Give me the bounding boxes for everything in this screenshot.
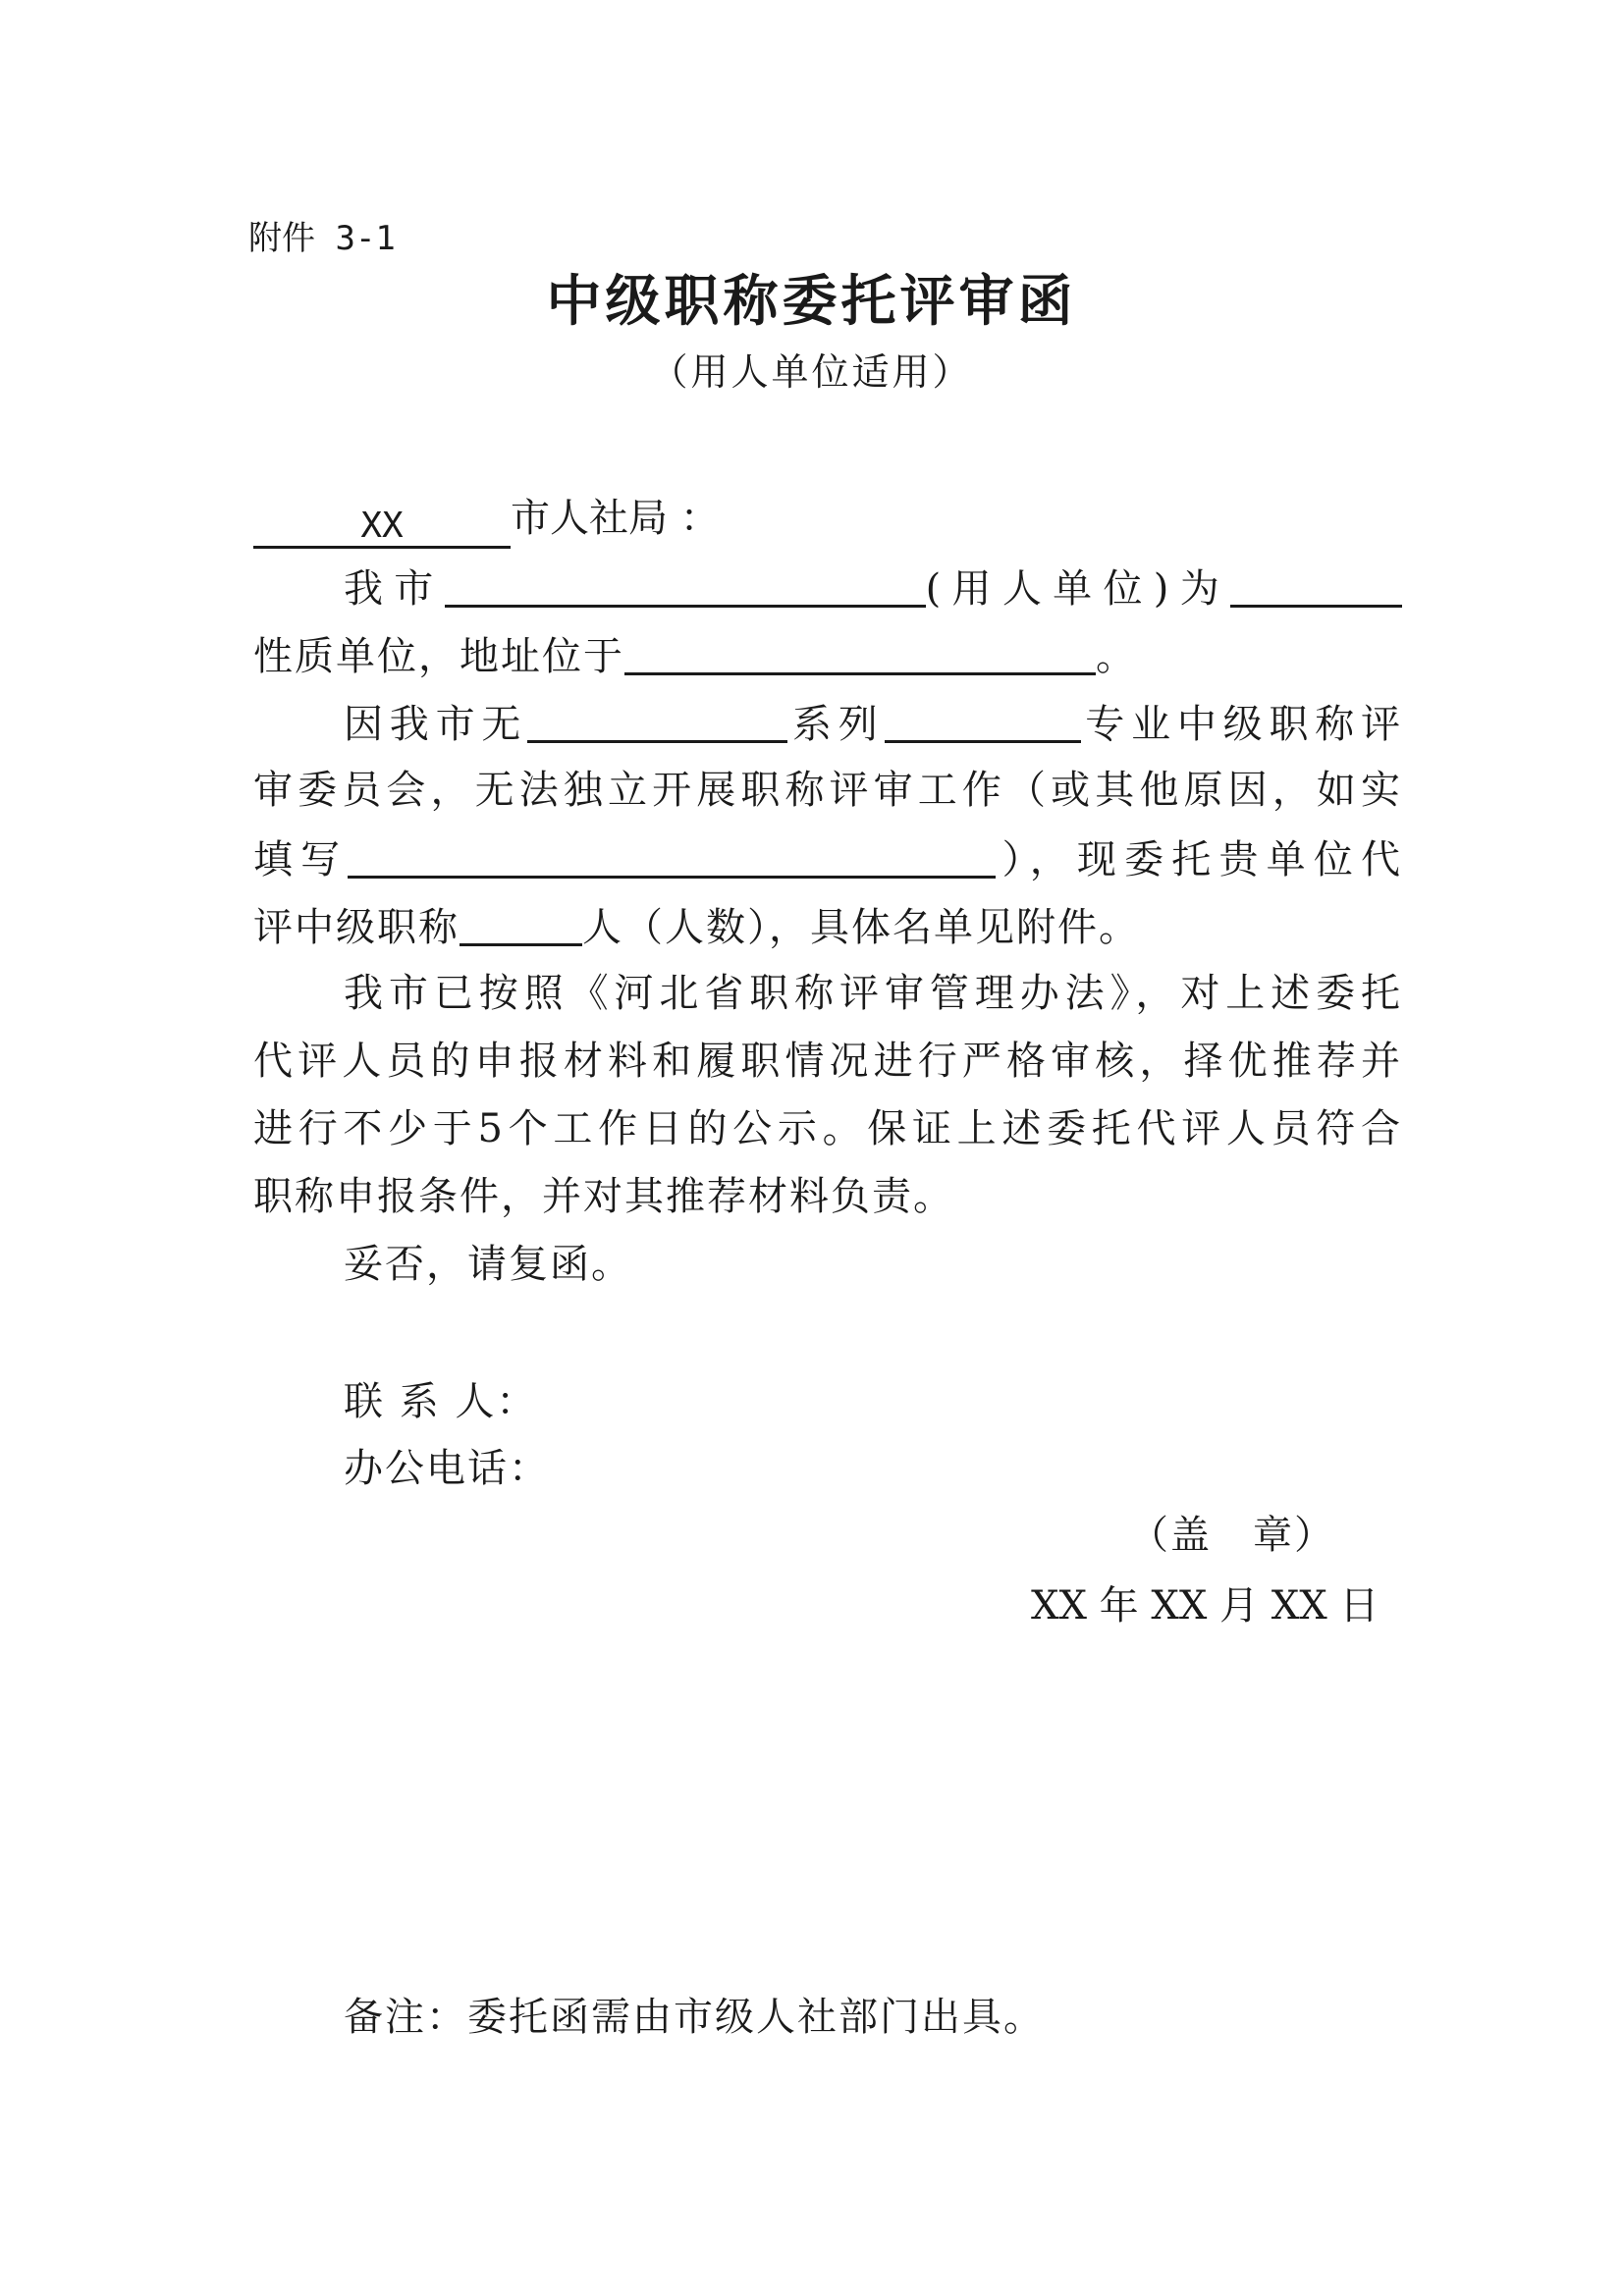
paragraph3-line1: 我市已按照《河北省职称评审管理办法》，对上述委托	[344, 971, 1402, 1016]
employer-nature-blank[interactable]	[1230, 567, 1402, 608]
paragraph2-line3	[253, 838, 1402, 880]
series-blank[interactable]	[527, 703, 787, 743]
paragraph3-line4: 职称申报条件，并对其推荐材料负责。	[253, 1174, 954, 1219]
headcount-label: 评中级职称	[253, 905, 460, 950]
footnote: 备注：委托函需由市级人社部门出具。	[344, 1995, 1045, 2040]
attachment-label: 附件 3-1	[248, 219, 396, 258]
paragraph2-line1-suffix: 专业中级职称评	[1080, 702, 1403, 747]
closing-line: 妥否，请复函。	[344, 1242, 632, 1287]
office-phone-label: 办公电话：	[344, 1446, 550, 1491]
paragraph1-prefix: 我市	[344, 566, 445, 612]
paragraph3-line2: 代评人员的申报材料和履职情况进行严格审核，择优推荐并	[253, 1039, 1402, 1084]
paragraph2-line4-suffix: 人（人数），具体名单见附件。	[582, 905, 1140, 950]
other-reason-label: 填写	[253, 837, 349, 882]
address-blank[interactable]	[624, 635, 1096, 675]
date-line: XX 年 XX 月 XX 日	[1031, 1583, 1380, 1629]
addressee-line	[253, 496, 720, 549]
headcount-blank[interactable]	[460, 906, 582, 946]
specialty-blank[interactable]	[885, 703, 1081, 743]
address-label: 性质单位，地址位于	[253, 634, 624, 679]
address-period: 。	[1096, 634, 1137, 679]
addressee-suffix: 市人社局 ：	[511, 496, 720, 541]
paragraph2-line1	[344, 702, 1403, 747]
addressee-blank[interactable]: XX	[253, 508, 511, 549]
paragraph1-middle: (用人单位)为	[925, 566, 1230, 612]
paragraph2-prefix: 因我市无	[344, 702, 528, 747]
other-reason-blank[interactable]	[348, 838, 996, 879]
paragraph1-line2	[253, 634, 1402, 679]
document-subtitle: （用人单位适用）	[650, 350, 973, 394]
paragraph2-line4	[253, 905, 1402, 950]
paragraph2-line2: 审委员会，无法独立开展职称评审工作（或其他原因，如实	[253, 768, 1402, 813]
series-label: 系列	[787, 702, 885, 747]
document-title: 中级职称委托评审函	[546, 270, 1077, 334]
paragraph3-line3: 进行不少于5个工作日的公示。保证上述委托代评人员符合	[253, 1106, 1402, 1151]
stamp-label: （盖 章）	[1129, 1513, 1335, 1558]
paragraph2-line3-suffix: ），现委托贵单位代	[996, 837, 1403, 882]
employer-name-blank[interactable]	[445, 567, 926, 608]
paragraph1-line1	[344, 566, 1402, 612]
contact-person-label: 联 系 人：	[344, 1379, 538, 1424]
